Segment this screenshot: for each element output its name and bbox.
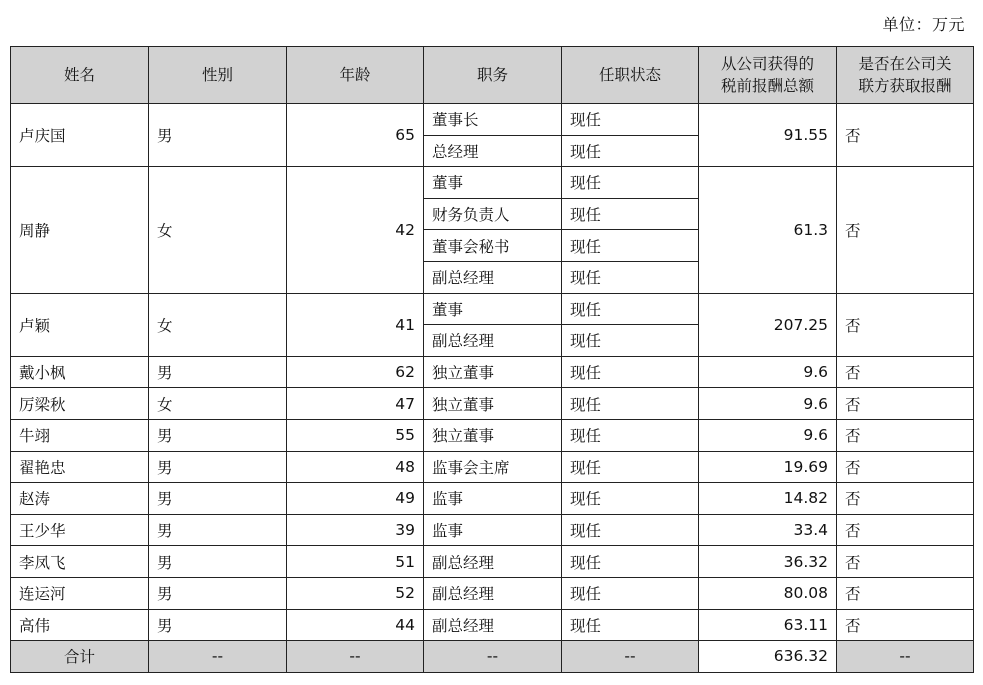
cell-status: 现任	[562, 514, 699, 546]
cell-gender: 男	[149, 483, 287, 515]
cell-related: 否	[837, 104, 974, 167]
cell-name: 卢颖	[11, 293, 149, 356]
cell-pay: 9.6	[699, 356, 837, 388]
header-name: 姓名	[11, 47, 149, 104]
unit-label: 单位：万元	[882, 15, 965, 34]
cell-status: 现任	[562, 388, 699, 420]
cell-position: 董事	[424, 167, 562, 199]
cell-related: 否	[837, 451, 974, 483]
cell-gender: 男	[149, 451, 287, 483]
table-row	[11, 293, 974, 325]
cell-status: 现任	[562, 104, 699, 136]
cell-pay: 36.32	[699, 546, 837, 578]
cell-gender: 男	[149, 514, 287, 546]
cell-age: 52	[287, 577, 424, 609]
table-header-row	[11, 47, 974, 104]
cell-position: 财务负责人	[424, 198, 562, 230]
cell-name: 连运河	[11, 577, 149, 609]
cell-pay: 63.11	[699, 609, 837, 641]
cell-position: 副总经理	[424, 261, 562, 293]
table-row	[11, 514, 974, 546]
header-position: 职务	[424, 47, 562, 104]
cell-position: 董事长	[424, 104, 562, 136]
cell-related: 否	[837, 167, 974, 293]
header-gender: 性别	[149, 47, 287, 104]
table-row	[11, 104, 974, 136]
cell-age: 39	[287, 514, 424, 546]
header-pay	[699, 47, 837, 104]
total-label: 合计	[11, 641, 149, 673]
table-row	[11, 167, 974, 199]
cell-related: 否	[837, 388, 974, 420]
cell-position: 副总经理	[424, 609, 562, 641]
table-row	[11, 388, 974, 420]
header-related	[837, 47, 974, 104]
cell-related: 否	[837, 514, 974, 546]
cell-related: 否	[837, 356, 974, 388]
cell-position: 独立董事	[424, 388, 562, 420]
cell-age: 42	[287, 167, 424, 293]
cell-age: 41	[287, 293, 424, 356]
cell-name: 赵涛	[11, 483, 149, 515]
cell-name: 王少华	[11, 514, 149, 546]
cell-position: 独立董事	[424, 419, 562, 451]
cell-name: 厉梁秋	[11, 388, 149, 420]
cell-status: 现任	[562, 167, 699, 199]
header-pay-line2: 税前报酬总额	[720, 77, 814, 95]
cell-age: 49	[287, 483, 424, 515]
cell-pay: 19.69	[699, 451, 837, 483]
cell-position: 监事会主席	[424, 451, 562, 483]
cell-age: 62	[287, 356, 424, 388]
cell-position: 副总经理	[424, 577, 562, 609]
cell-position: 监事	[424, 514, 562, 546]
cell-name: 李凤飞	[11, 546, 149, 578]
cell-position: 监事	[424, 483, 562, 515]
total-related: --	[837, 641, 974, 673]
total-position: --	[424, 641, 562, 673]
cell-status: 现任	[562, 293, 699, 325]
cell-name: 戴小枫	[11, 356, 149, 388]
cell-gender: 男	[149, 546, 287, 578]
cell-pay: 9.6	[699, 388, 837, 420]
cell-status: 现任	[562, 230, 699, 262]
header-status: 任职状态	[562, 47, 699, 104]
table-row	[11, 483, 974, 515]
cell-position: 副总经理	[424, 546, 562, 578]
cell-gender: 男	[149, 577, 287, 609]
header-age: 年龄	[287, 47, 424, 104]
cell-status: 现任	[562, 577, 699, 609]
cell-gender: 女	[149, 293, 287, 356]
cell-gender: 男	[149, 356, 287, 388]
cell-gender: 男	[149, 419, 287, 451]
cell-related: 否	[837, 546, 974, 578]
cell-gender: 女	[149, 167, 287, 293]
cell-status: 现任	[562, 546, 699, 578]
total-status: --	[562, 641, 699, 673]
cell-status: 现任	[562, 325, 699, 357]
cell-gender: 男	[149, 609, 287, 641]
cell-status: 现任	[562, 451, 699, 483]
cell-pay: 33.4	[699, 514, 837, 546]
cell-pay: 61.3	[699, 167, 837, 293]
header-related-line1: 是否在公司关	[858, 55, 952, 73]
table-row	[11, 546, 974, 578]
remuneration-table	[10, 46, 974, 673]
cell-name: 卢庆国	[11, 104, 149, 167]
total-age: --	[287, 641, 424, 673]
cell-status: 现任	[562, 609, 699, 641]
cell-pay: 207.25	[699, 293, 837, 356]
cell-age: 51	[287, 546, 424, 578]
table-row	[11, 609, 974, 641]
cell-status: 现任	[562, 198, 699, 230]
cell-age: 48	[287, 451, 424, 483]
cell-pay: 9.6	[699, 419, 837, 451]
cell-name: 周静	[11, 167, 149, 293]
cell-age: 44	[287, 609, 424, 641]
table-row	[11, 356, 974, 388]
cell-position: 总经理	[424, 135, 562, 167]
total-gender: --	[149, 641, 287, 673]
cell-related: 否	[837, 577, 974, 609]
cell-position: 副总经理	[424, 325, 562, 357]
cell-pay: 14.82	[699, 483, 837, 515]
cell-age: 65	[287, 104, 424, 167]
cell-related: 否	[837, 483, 974, 515]
cell-status: 现任	[562, 419, 699, 451]
cell-position: 董事	[424, 293, 562, 325]
table-row	[11, 451, 974, 483]
cell-name: 翟艳忠	[11, 451, 149, 483]
cell-related: 否	[837, 609, 974, 641]
header-pay-line1: 从公司获得的	[720, 55, 814, 73]
table-row	[11, 577, 974, 609]
cell-related: 否	[837, 419, 974, 451]
cell-pay: 80.08	[699, 577, 837, 609]
total-pay: 636.32	[699, 641, 837, 673]
cell-pay: 91.55	[699, 104, 837, 167]
table-row	[11, 419, 974, 451]
cell-status: 现任	[562, 135, 699, 167]
header-related-line2: 联方获取报酬	[858, 77, 952, 95]
total-row	[11, 641, 974, 673]
cell-status: 现任	[562, 261, 699, 293]
cell-name: 高伟	[11, 609, 149, 641]
cell-position: 董事会秘书	[424, 230, 562, 262]
cell-status: 现任	[562, 483, 699, 515]
cell-related: 否	[837, 293, 974, 356]
cell-age: 55	[287, 419, 424, 451]
cell-name: 牛翊	[11, 419, 149, 451]
cell-position: 独立董事	[424, 356, 562, 388]
cell-age: 47	[287, 388, 424, 420]
cell-status: 现任	[562, 356, 699, 388]
cell-gender: 男	[149, 104, 287, 167]
cell-gender: 女	[149, 388, 287, 420]
